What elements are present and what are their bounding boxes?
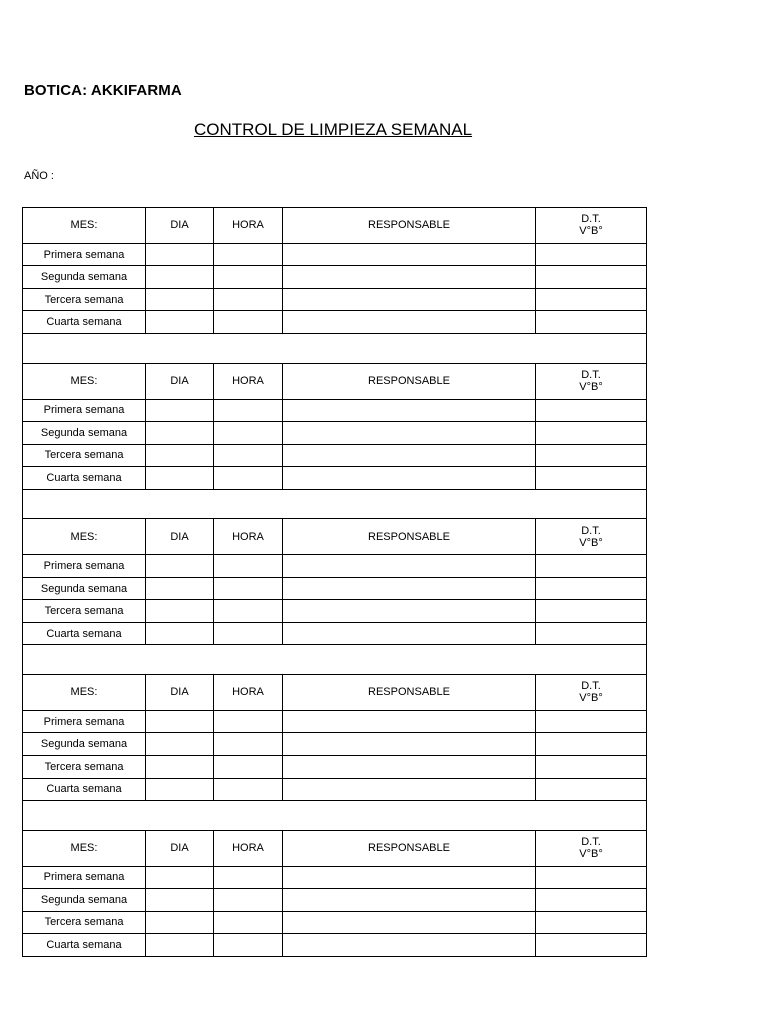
hora-cell bbox=[214, 778, 283, 801]
header-dt-label: D.T. bbox=[581, 524, 601, 537]
table-row bbox=[23, 467, 647, 490]
table-row bbox=[23, 399, 647, 422]
dia-cell bbox=[146, 422, 214, 445]
responsable-cell bbox=[283, 911, 536, 934]
dt-vobo-cell bbox=[536, 311, 647, 334]
responsable-cell bbox=[283, 243, 536, 266]
dt-vobo-cell bbox=[536, 866, 647, 889]
block-separator-row bbox=[23, 801, 647, 831]
hora-cell bbox=[214, 911, 283, 934]
table-row bbox=[23, 444, 647, 467]
header-vobo-label: V°B° bbox=[579, 848, 603, 861]
table-header-row bbox=[23, 675, 647, 711]
dt-vobo-cell bbox=[536, 555, 647, 578]
header-hora: HORA bbox=[214, 363, 283, 399]
header-dt-vobo bbox=[536, 363, 647, 399]
block-separator-row bbox=[23, 333, 647, 363]
header-dt-vobo bbox=[536, 208, 647, 244]
separator-cell bbox=[23, 333, 647, 363]
dt-vobo-cell bbox=[536, 934, 647, 957]
document-title: CONTROL DE LIMPIEZA SEMANAL bbox=[194, 120, 473, 139]
dt-vobo-cell bbox=[536, 577, 647, 600]
table-row bbox=[23, 733, 647, 756]
week-label: Cuarta semana bbox=[23, 311, 146, 334]
header-mes: MES: bbox=[23, 519, 146, 555]
table-row bbox=[23, 755, 647, 778]
dt-vobo-cell bbox=[536, 243, 647, 266]
table-header-row bbox=[23, 363, 647, 399]
responsable-cell bbox=[283, 422, 536, 445]
week-label: Cuarta semana bbox=[23, 622, 146, 645]
header-hora: HORA bbox=[214, 675, 283, 711]
header-vobo-label: V°B° bbox=[579, 381, 603, 394]
hora-cell bbox=[214, 266, 283, 289]
table-row bbox=[23, 311, 647, 334]
hora-cell bbox=[214, 600, 283, 623]
dia-cell bbox=[146, 399, 214, 422]
dt-vobo-cell bbox=[536, 778, 647, 801]
dt-vobo-cell bbox=[536, 889, 647, 912]
header-vobo-label: V°B° bbox=[579, 536, 603, 549]
hora-cell bbox=[214, 311, 283, 334]
dt-vobo-cell bbox=[536, 288, 647, 311]
separator-cell bbox=[23, 489, 647, 519]
responsable-cell bbox=[283, 288, 536, 311]
table-row bbox=[23, 866, 647, 889]
dt-vobo-cell bbox=[536, 600, 647, 623]
dt-vobo-cell bbox=[536, 622, 647, 645]
week-label: Cuarta semana bbox=[23, 778, 146, 801]
week-label: Primera semana bbox=[23, 710, 146, 733]
header-mes: MES: bbox=[23, 208, 146, 244]
pharmacy-name: BOTICA: AKKIFARMA bbox=[24, 82, 182, 99]
responsable-cell bbox=[283, 710, 536, 733]
header-responsable: RESPONSABLE bbox=[283, 519, 536, 555]
dia-cell bbox=[146, 555, 214, 578]
week-label: Segunda semana bbox=[23, 577, 146, 600]
dia-cell bbox=[146, 577, 214, 600]
header-dt-label: D.T. bbox=[581, 680, 601, 693]
dia-cell bbox=[146, 243, 214, 266]
dia-cell bbox=[146, 778, 214, 801]
dt-vobo-cell bbox=[536, 266, 647, 289]
week-label: Segunda semana bbox=[23, 422, 146, 445]
block-separator-row bbox=[23, 489, 647, 519]
table-row bbox=[23, 600, 647, 623]
dt-vobo-cell bbox=[536, 710, 647, 733]
week-label: Tercera semana bbox=[23, 911, 146, 934]
header-dia: DIA bbox=[146, 208, 214, 244]
header-mes: MES: bbox=[23, 363, 146, 399]
week-label: Cuarta semana bbox=[23, 467, 146, 490]
dt-vobo-cell bbox=[536, 755, 647, 778]
responsable-cell bbox=[283, 577, 536, 600]
table-row bbox=[23, 243, 647, 266]
hora-cell bbox=[214, 444, 283, 467]
header-responsable: RESPONSABLE bbox=[283, 830, 536, 866]
responsable-cell bbox=[283, 622, 536, 645]
header-dia: DIA bbox=[146, 830, 214, 866]
table-row bbox=[23, 778, 647, 801]
table-row bbox=[23, 288, 647, 311]
responsable-cell bbox=[283, 555, 536, 578]
hora-cell bbox=[214, 710, 283, 733]
header-dia: DIA bbox=[146, 363, 214, 399]
table-row bbox=[23, 934, 647, 957]
week-label: Primera semana bbox=[23, 399, 146, 422]
hora-cell bbox=[214, 243, 283, 266]
header-dt-label: D.T. bbox=[581, 369, 601, 382]
header-vobo-label: V°B° bbox=[579, 225, 603, 238]
header-responsable: RESPONSABLE bbox=[283, 208, 536, 244]
table-header-row bbox=[23, 519, 647, 555]
header-dia: DIA bbox=[146, 519, 214, 555]
responsable-cell bbox=[283, 889, 536, 912]
dia-cell bbox=[146, 266, 214, 289]
dia-cell bbox=[146, 444, 214, 467]
dia-cell bbox=[146, 755, 214, 778]
hora-cell bbox=[214, 889, 283, 912]
week-label: Tercera semana bbox=[23, 444, 146, 467]
header-vobo-label: V°B° bbox=[579, 692, 603, 705]
dia-cell bbox=[146, 710, 214, 733]
dia-cell bbox=[146, 600, 214, 623]
header-hora: HORA bbox=[214, 830, 283, 866]
week-label: Primera semana bbox=[23, 555, 146, 578]
hora-cell bbox=[214, 467, 283, 490]
dia-cell bbox=[146, 889, 214, 912]
table-row bbox=[23, 889, 647, 912]
week-label: Cuarta semana bbox=[23, 934, 146, 957]
block-separator-row bbox=[23, 645, 647, 675]
header-dt-vobo bbox=[536, 519, 647, 555]
cleaning-control-table bbox=[22, 207, 647, 957]
table-header-row bbox=[23, 208, 647, 244]
header-dt-vobo bbox=[536, 830, 647, 866]
dia-cell bbox=[146, 733, 214, 756]
dt-vobo-cell bbox=[536, 911, 647, 934]
week-label: Primera semana bbox=[23, 866, 146, 889]
hora-cell bbox=[214, 622, 283, 645]
table-row bbox=[23, 422, 647, 445]
dia-cell bbox=[146, 311, 214, 334]
dia-cell bbox=[146, 288, 214, 311]
responsable-cell bbox=[283, 444, 536, 467]
hora-cell bbox=[214, 288, 283, 311]
header-dt-vobo bbox=[536, 675, 647, 711]
dt-vobo-cell bbox=[536, 733, 647, 756]
responsable-cell bbox=[283, 778, 536, 801]
week-label: Segunda semana bbox=[23, 733, 146, 756]
year-label: AÑO : bbox=[24, 170, 54, 182]
table-row bbox=[23, 911, 647, 934]
responsable-cell bbox=[283, 866, 536, 889]
hora-cell bbox=[214, 422, 283, 445]
hora-cell bbox=[214, 934, 283, 957]
week-label: Tercera semana bbox=[23, 288, 146, 311]
dia-cell bbox=[146, 622, 214, 645]
separator-cell bbox=[23, 801, 647, 831]
header-mes: MES: bbox=[23, 830, 146, 866]
hora-cell bbox=[214, 555, 283, 578]
dia-cell bbox=[146, 911, 214, 934]
separator-cell bbox=[23, 645, 647, 675]
responsable-cell bbox=[283, 755, 536, 778]
week-label: Tercera semana bbox=[23, 600, 146, 623]
responsable-cell bbox=[283, 266, 536, 289]
hora-cell bbox=[214, 755, 283, 778]
responsable-cell bbox=[283, 467, 536, 490]
dia-cell bbox=[146, 934, 214, 957]
table-row bbox=[23, 555, 647, 578]
responsable-cell bbox=[283, 733, 536, 756]
header-dt-label: D.T. bbox=[581, 836, 601, 849]
header-hora: HORA bbox=[214, 519, 283, 555]
table-header-row bbox=[23, 830, 647, 866]
hora-cell bbox=[214, 733, 283, 756]
header-responsable: RESPONSABLE bbox=[283, 675, 536, 711]
responsable-cell bbox=[283, 934, 536, 957]
header-hora: HORA bbox=[214, 208, 283, 244]
dt-vobo-cell bbox=[536, 399, 647, 422]
hora-cell bbox=[214, 866, 283, 889]
table-row bbox=[23, 577, 647, 600]
header-responsable: RESPONSABLE bbox=[283, 363, 536, 399]
dt-vobo-cell bbox=[536, 467, 647, 490]
dia-cell bbox=[146, 467, 214, 490]
week-label: Tercera semana bbox=[23, 755, 146, 778]
week-label: Segunda semana bbox=[23, 889, 146, 912]
dt-vobo-cell bbox=[536, 422, 647, 445]
responsable-cell bbox=[283, 311, 536, 334]
header-dt-label: D.T. bbox=[581, 213, 601, 226]
hora-cell bbox=[214, 399, 283, 422]
responsable-cell bbox=[283, 600, 536, 623]
responsable-cell bbox=[283, 399, 536, 422]
week-label: Segunda semana bbox=[23, 266, 146, 289]
dt-vobo-cell bbox=[536, 444, 647, 467]
table-row bbox=[23, 710, 647, 733]
dia-cell bbox=[146, 866, 214, 889]
hora-cell bbox=[214, 577, 283, 600]
table-row bbox=[23, 622, 647, 645]
header-mes: MES: bbox=[23, 675, 146, 711]
week-label: Primera semana bbox=[23, 243, 146, 266]
header-dia: DIA bbox=[146, 675, 214, 711]
table-row bbox=[23, 266, 647, 289]
